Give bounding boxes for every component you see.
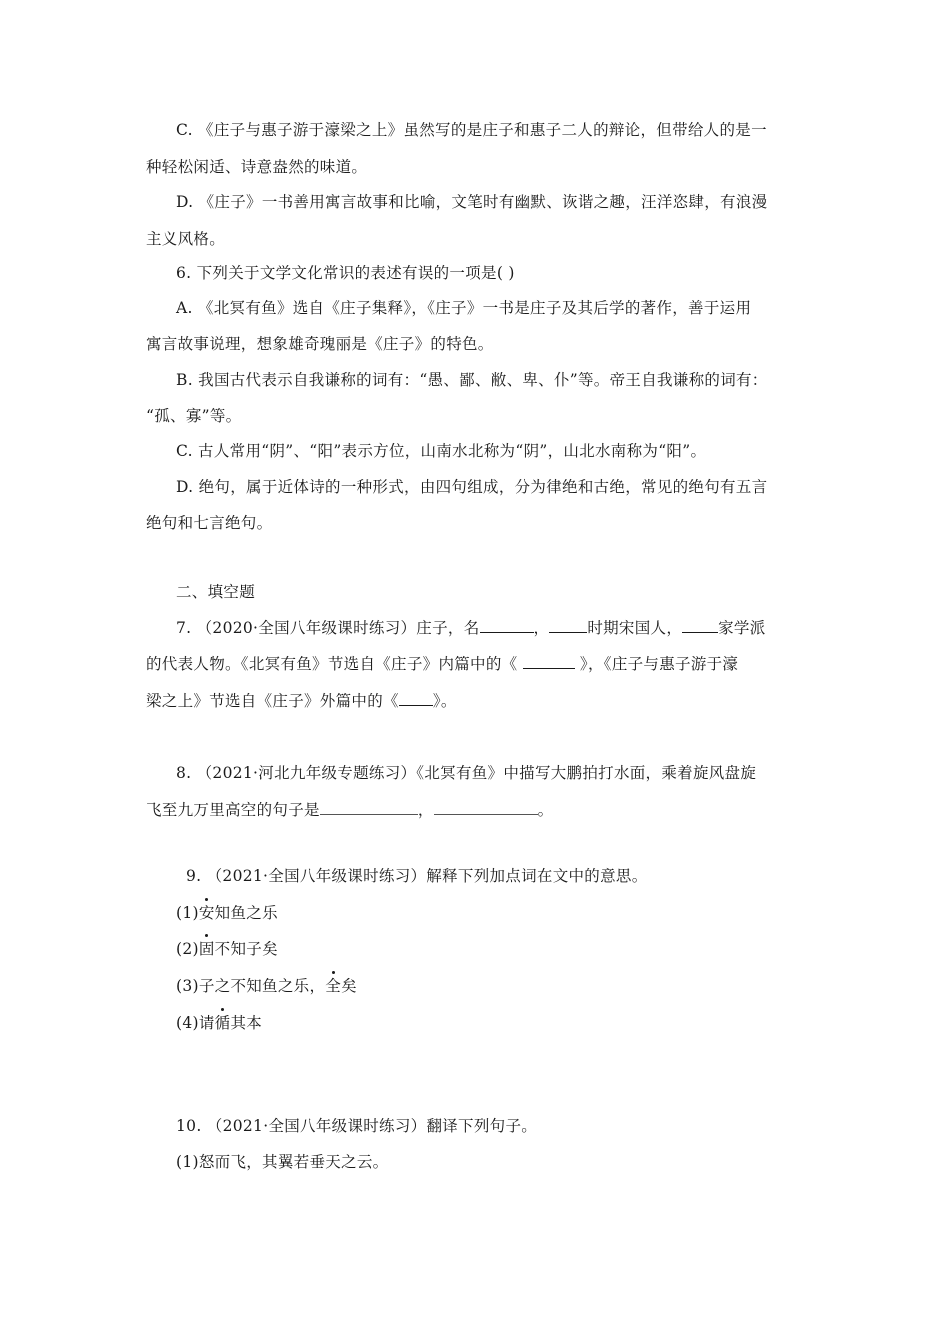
q7-text-e: 的代表人物。《北冥有鱼》节选自《庄子》内篇中的《 — [146, 655, 523, 673]
q7-text-d: 家学派 — [718, 619, 766, 637]
q7-text-a: 7. （2020·全国八年级课时练习）庄子，名 — [176, 619, 480, 637]
q7-text-f: 》，《庄子与惠子游于濠 — [574, 655, 739, 673]
q9-item-1-text: 知鱼之乐 — [214, 904, 278, 922]
q7-blank-inner-chapter[interactable] — [523, 653, 575, 669]
q6-option-d-line2: 绝句和七言绝句。 — [146, 514, 273, 532]
q7-blank-school[interactable] — [682, 617, 718, 633]
q8-text-c: 。 — [537, 801, 554, 819]
q9-item-2 — [176, 939, 278, 959]
q8-text-b: ， — [417, 801, 434, 819]
q9-item-3-text: 矣 — [341, 977, 357, 995]
q9-stem: 9. （2021·全国八年级课时练习）解释下列加点词在文中的意思。 — [186, 867, 648, 885]
q9-item-4-text: 其本 — [230, 1014, 263, 1032]
q7-text-g: 梁之上》节选自《庄子》外篇中的《 — [146, 692, 399, 710]
q7-line2 — [146, 653, 738, 674]
q8-line2 — [146, 799, 553, 820]
q7-line3 — [146, 690, 457, 711]
q9-item-1 — [176, 903, 278, 923]
q5-option-c-line2: 种轻松闲适、诗意盎然的味道。 — [146, 158, 368, 176]
q6-option-b-line1: B. 我国古代表示自我谦称的词有：“愚、鄙、敝、卑、仆”等。帝王自我谦称的词有： — [176, 371, 768, 389]
q9-item-3 — [176, 976, 357, 996]
q6-option-b-line2: “孤、寡”等。 — [146, 407, 242, 425]
q9-item-1-number: (1) — [176, 904, 199, 922]
q7-text-b: ， — [533, 619, 550, 637]
q5-option-c-line1: C. 《庄子与惠子游于濠梁之上》虽然写的是庄子和惠子二人的辩论，但带给人的是一 — [176, 121, 767, 139]
q9-item-4-dotted-word: 循 — [214, 1014, 231, 1032]
q5-option-d-line1: D. 《庄子》一书善用寓言故事和比喻，文笔时有幽默、诙谐之趣，汪洋恣肆，有浪漫 — [176, 193, 768, 211]
q7-blank-outer-chapter[interactable] — [399, 690, 433, 706]
q8-blank-2[interactable] — [434, 799, 538, 815]
q8-line1: 8. （2021·河北九年级专题练习）《北冥有鱼》中描写大鹏拍打水面，乘着旋风盘旋 — [176, 764, 757, 782]
q7-line1 — [176, 617, 766, 638]
q6-option-a-line2: 寓言故事说理，想象雄奇瑰丽是《庄子》的特色。 — [146, 335, 494, 353]
q6-stem: 6. 下列关于文学文化常识的表述有误的一项是( ) — [176, 264, 515, 282]
q9-item-4-number: (4)请 — [176, 1014, 215, 1032]
q9-item-2-number: (2) — [176, 940, 199, 958]
q9-item-2-text: 不知子矣 — [214, 940, 278, 958]
q10-item-1: (1)怒而飞，其翼若垂天之云。 — [176, 1153, 389, 1171]
q6-option-a-line1: A. 《北冥有鱼》选自《庄子集释》，《庄子》一书是庄子及其后学的著作，善于运用 — [176, 299, 752, 317]
q8-text-a: 飞至九万里高空的句子是 — [146, 801, 320, 819]
q7-blank-name[interactable] — [480, 617, 534, 633]
q9-item-1-dotted-word: 安 — [198, 904, 215, 922]
section-heading-fill-in: 二、填空题 — [176, 583, 256, 601]
q7-text-h: 》。 — [432, 692, 457, 710]
q6-option-c: C. 古人常用“阴”、“阳”表示方位，山南水北称为“阴”，山北水南称为“阳”。 — [176, 442, 707, 460]
q9-item-3-dotted-word: 全 — [325, 977, 342, 995]
q5-option-d-line2: 主义风格。 — [146, 230, 226, 248]
q7-text-c: 时期宋国人， — [587, 619, 683, 637]
q6-option-d-line1: D. 绝句，属于近体诗的一种形式，由四句组成，分为律绝和古绝，常见的绝句有五言 — [176, 478, 768, 496]
q10-stem: 10. （2021·全国八年级课时练习）翻译下列句子。 — [176, 1117, 538, 1135]
q8-blank-1[interactable] — [320, 799, 418, 815]
q9-item-4 — [176, 1013, 262, 1033]
q9-item-2-dotted-word: 固 — [198, 940, 215, 958]
q7-blank-period[interactable] — [549, 617, 587, 633]
q9-item-3-text-pre: (3)子之不知鱼之乐， — [176, 977, 326, 995]
